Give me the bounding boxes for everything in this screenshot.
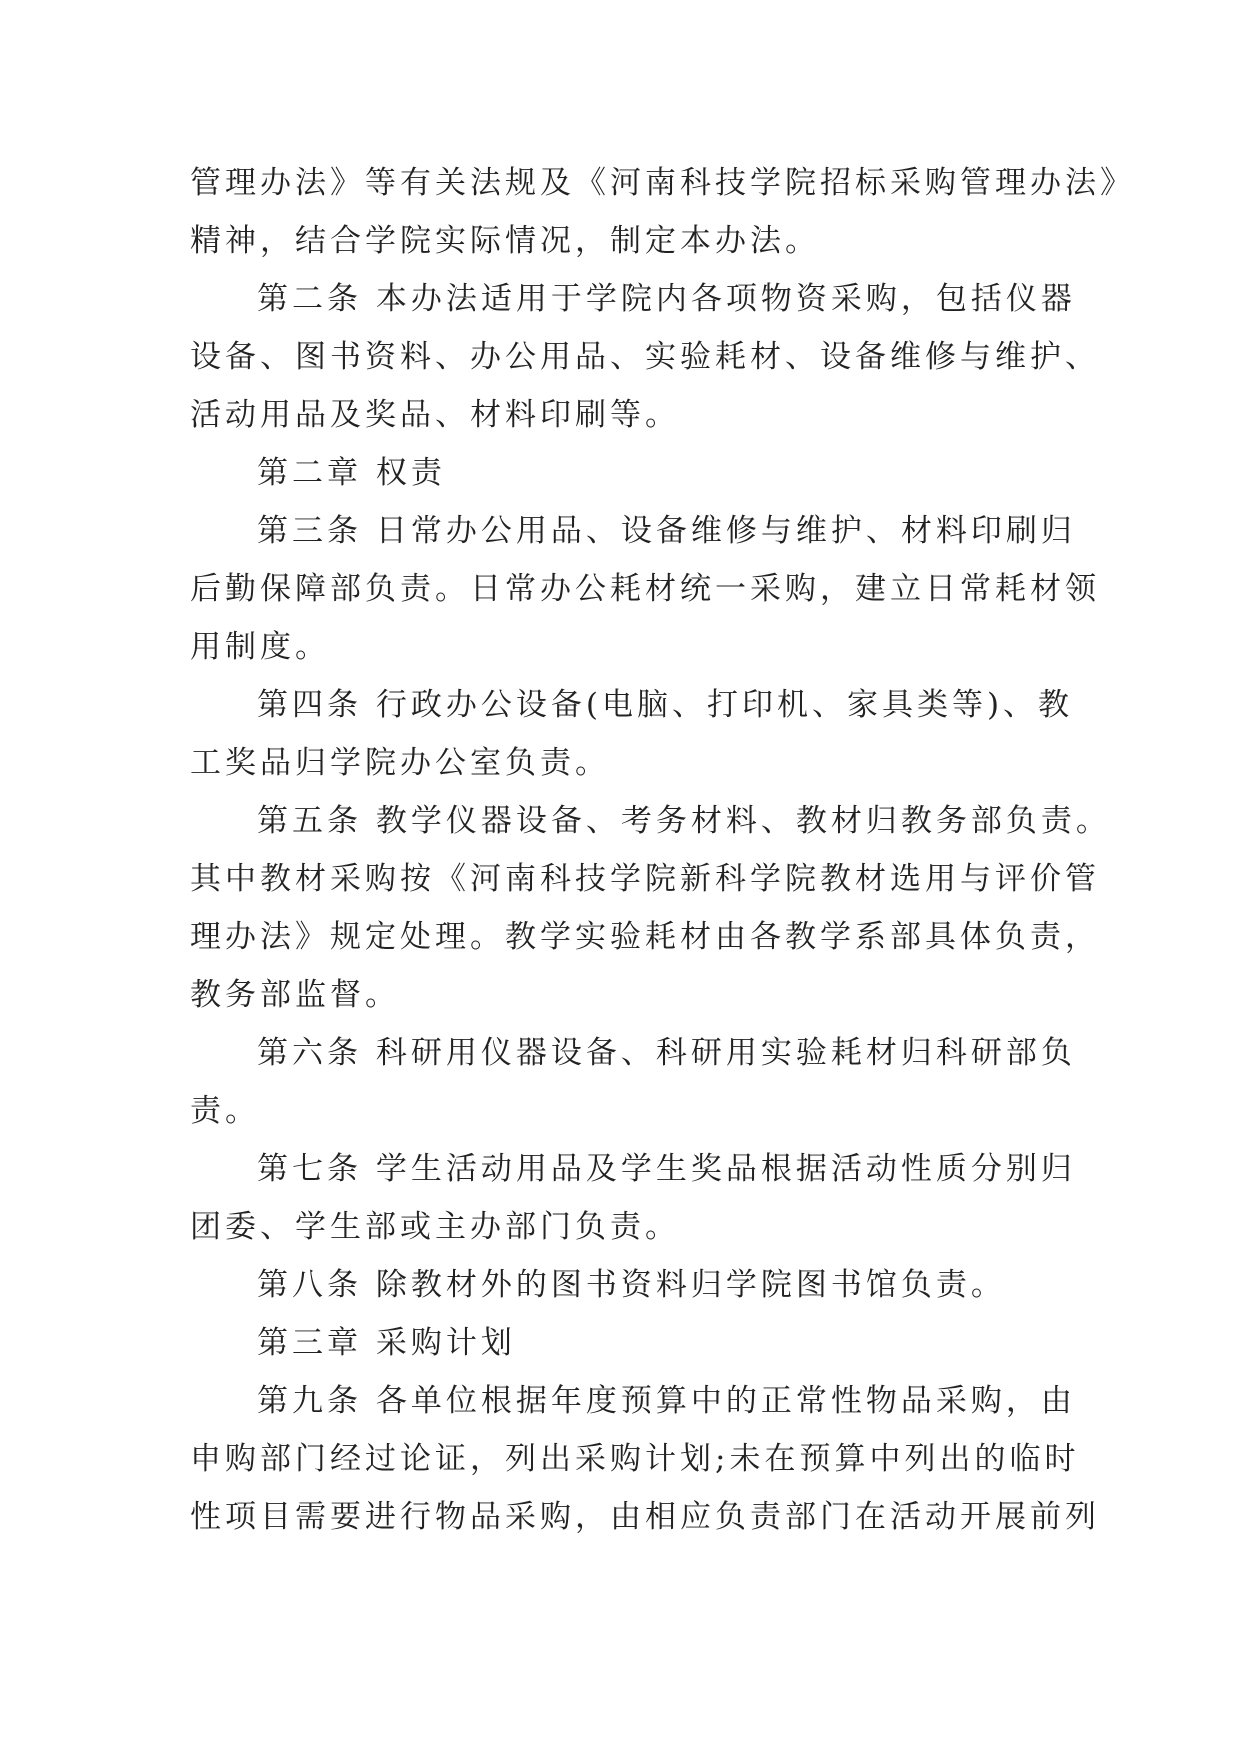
chapter-2-heading: 第二章 权责 <box>257 455 446 491</box>
article-7-heading-line: 第七条 学生活动用品及学生奖品根据活动性质分别归 <box>257 1151 1076 1187</box>
text-line: 后勤保障部负责。日常办公耗材统一采购，建立日常耗材领 <box>190 571 1100 607</box>
article-5-heading-line: 第五条 教学仪器设备、考务材料、教材归教务部负责。 <box>257 803 1111 839</box>
article-8-heading-line: 第八条 除教材外的图书资料归学院图书馆负责。 <box>257 1267 1006 1303</box>
text-line: 活动用品及奖品、材料印刷等。 <box>190 397 680 433</box>
text-line: 理办法》规定处理。教学实验耗材由各教学系部具体负责， <box>190 919 1100 955</box>
chapter-3-heading: 第三章 采购计划 <box>257 1325 516 1361</box>
text-line: 精神，结合学院实际情况，制定本办法。 <box>190 223 820 259</box>
article-6-heading-line: 第六条 科研用仪器设备、科研用实验耗材归科研部负 <box>257 1035 1076 1071</box>
text-line: 教务部监督。 <box>190 977 400 1013</box>
article-4-heading-line: 第四条 行政办公设备(电脑、打印机、家具类等)、教 <box>257 687 1074 723</box>
article-2-heading-line: 第二条 本办法适用于学院内各项物资采购，包括仪器 <box>257 281 1076 317</box>
text-line: 性项目需要进行物品采购，由相应负责部门在活动开展前列 <box>190 1499 1100 1535</box>
article-3-heading-line: 第三条 日常办公用品、设备维修与维护、材料印刷归 <box>257 513 1076 549</box>
text-line: 管理办法》等有关法规及《河南科技学院招标采购管理办法》 <box>190 165 1135 201</box>
text-line: 团委、学生部或主办部门负责。 <box>190 1209 680 1245</box>
text-line: 申购部门经过论证，列出采购计划;未在预算中列出的临时 <box>190 1441 1080 1477</box>
text-line: 用制度。 <box>190 629 330 665</box>
article-9-heading-line: 第九条 各单位根据年度预算中的正常性物品采购，由 <box>257 1383 1076 1419</box>
text-line: 工奖品归学院办公室负责。 <box>190 745 610 781</box>
text-line: 责。 <box>190 1093 260 1129</box>
text-line: 设备、图书资料、办公用品、实验耗材、设备维修与维护、 <box>190 339 1100 375</box>
text-line: 其中教材采购按《河南科技学院新科学院教材选用与评价管 <box>190 861 1100 897</box>
